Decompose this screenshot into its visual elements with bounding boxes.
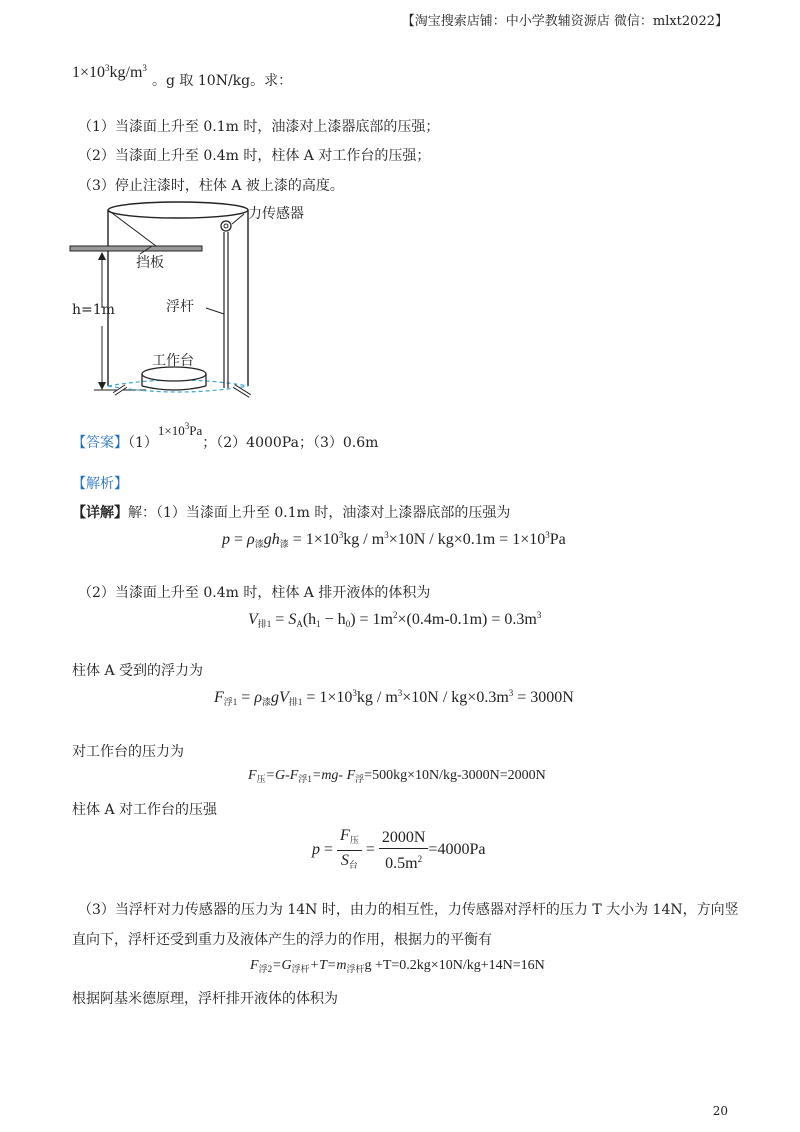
sensor-label: 力传感器 xyxy=(248,206,304,222)
equation-3: $F_{浮1} = \rho_漆gV_{排1} = 1\times 10^3kg / m^3\times 10N / kg\times 0.3m^3 = 3000N$ xyxy=(214,688,574,707)
density-value: $1\times 10^3kg/m^3$ xyxy=(72,63,147,81)
answer-rest: ；（2）4000Pa；（3）0.6m xyxy=(202,435,379,451)
question-3: （3）停止注漆时，柱体 A 被上漆的高度。 xyxy=(78,178,344,194)
answer-1-value: $1\times 10^3Pa$ xyxy=(157,421,203,438)
step-2-lead: （2）当漆面上升至 0.4m 时，柱体 A 排开液体的体积为 xyxy=(78,585,431,601)
equation-5: p = $\frac{F_压}{S_台}$ = $\frac{2000N}{0.5m^2}$ =4000Pa xyxy=(312,827,486,872)
rod-label: 浮杆 xyxy=(166,299,194,315)
analysis-tag: 【解析】 xyxy=(72,476,128,492)
detail-line: 【详解】解：（1）当漆面上升至 0.1m 时，油漆对上漆器底部的压强为 xyxy=(72,505,511,521)
g-statement: 。g 取 10N/kg。求： xyxy=(152,73,293,89)
question-1: （1）当漆面上升至 0.1m 时，油漆对上漆器底部的压强； xyxy=(78,119,440,135)
buoyancy-lead: 柱体 A 受到的浮力为 xyxy=(72,663,204,679)
step-3-line-2: 直向下，浮杆还受到重力及液体产生的浮力的作用，根据力的平衡有 xyxy=(72,932,492,948)
equation-1: $p = \rho_漆gh_漆 = 1\times 10^3kg / m^3\times 10N / kg\times 0.1m = 1\times 10^3Pa$ xyxy=(222,530,566,549)
equation-2: $V_{排1} = S_A(h_1 - h_0) = 1m^2\times(0.4m-0.1m) = 0.3m^3$ xyxy=(248,610,542,629)
step-3-line-1: （3）当浮杆对力传感器的压力为 14N 时，由力的相互性，力传感器对浮杆的压力 T 大小为 14N，方向竖 xyxy=(78,902,739,918)
intro-line xyxy=(72,62,293,89)
press-force-lead: 对工作台的压力为 xyxy=(72,744,184,760)
answer-tag: 【答案】 xyxy=(72,435,128,451)
archimedes-line: 根据阿基米德原理，浮杆排开液体的体积为 xyxy=(72,991,338,1007)
question-2: （2）当漆面上升至 0.4m 时，柱体 A 对工作台的压强； xyxy=(78,148,431,164)
shop-header: 【淘宝搜索店铺：中小学教辅资源店 微信：mlxt2022】 xyxy=(401,14,728,29)
pressure-lead: 柱体 A 对工作台的压强 xyxy=(72,802,218,818)
equation-4: $F_压=G-F_{浮1}=mg-$ $F_浮=500kg\times 10N/kg-3000N=2000N$ xyxy=(248,768,546,784)
equation-6: $F_{浮2}=G_{浮杆}+T=m_{浮杆}g +T=0.2kg\times 10N/kg+14N=16N$ xyxy=(250,958,545,974)
table-label: 工作台 xyxy=(152,353,194,369)
answer-line: 【答案】$(1)1\times 10^3Pa$；（2）4000Pa；（3）0.6m xyxy=(72,421,379,451)
h-label: h=1m xyxy=(72,302,115,318)
page-number: 20 xyxy=(712,1104,728,1118)
baffle-label: 挡板 xyxy=(136,255,164,271)
